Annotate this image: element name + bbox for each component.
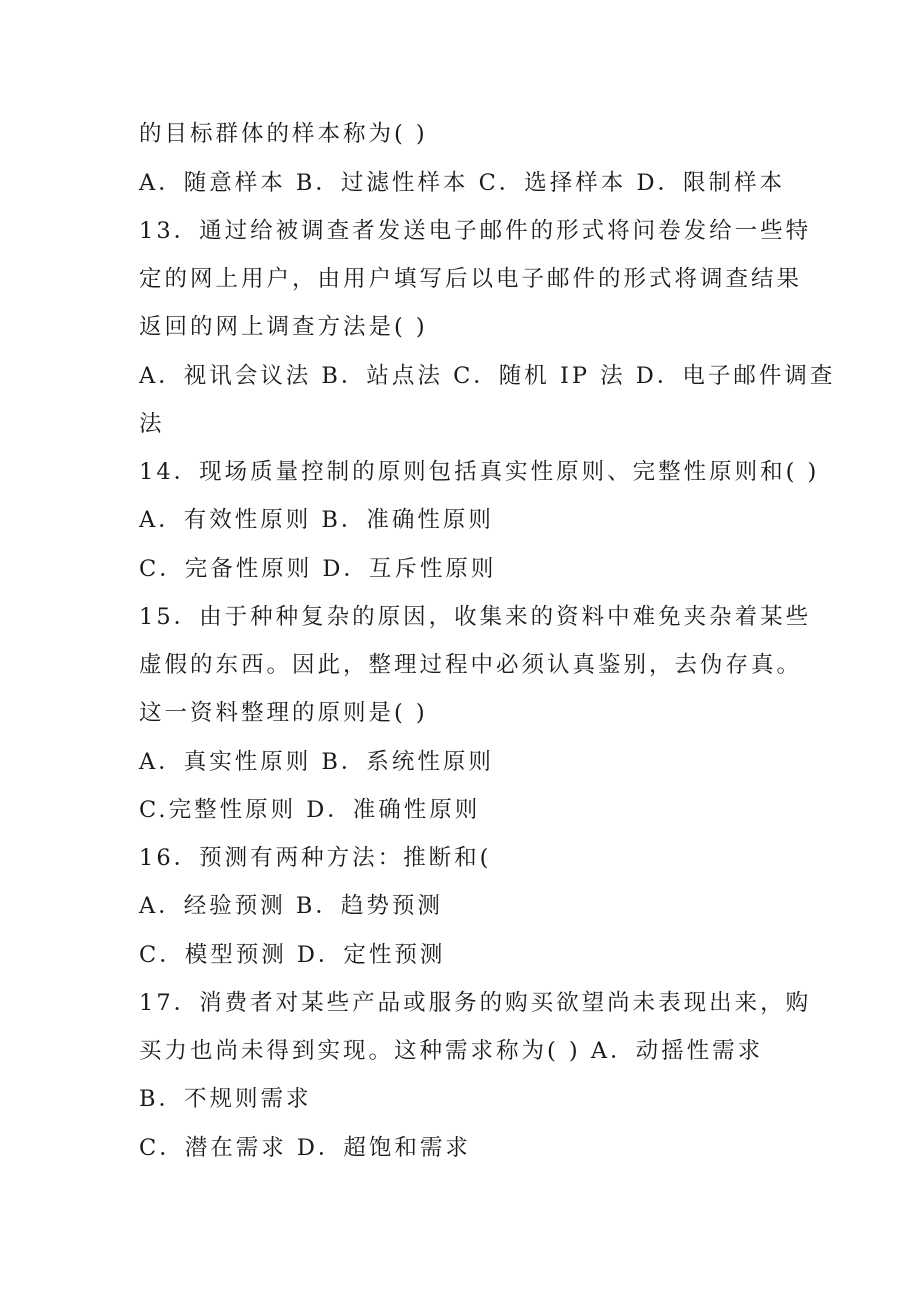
- text-line: 15．由于种种复杂的原因，收集来的资料中难免夹杂着某些: [139, 604, 812, 630]
- text-line: 定的网上用户，由用户填写后以电子邮件的形式将调查结果: [139, 266, 803, 292]
- text-line: B．不规则需求: [139, 1086, 312, 1112]
- text-line: A．经验预测 B．趋势预测: [139, 893, 443, 919]
- text-line: 法: [139, 411, 165, 437]
- text-line: A．随意样本 B．过滤性样本 C．选择样本 D．限制样本: [139, 170, 785, 196]
- text-line: A．视讯会议法 B．站点法 C．随机 IP 法 D．电子邮件调查: [139, 363, 836, 389]
- text-line: 13．通过给被调查者发送电子邮件的形式将问卷发给一些特: [139, 218, 812, 244]
- text-line: 返回的网上调查方法是( ): [139, 314, 428, 340]
- text-line: C.完整性原则 D．准确性原则: [139, 797, 481, 823]
- text-line: 14．现场质量控制的原则包括真实性原则、完整性原则和( ): [139, 459, 820, 485]
- text-line: 17．消费者对某些产品或服务的购买欲望尚未表现出来，购: [139, 990, 812, 1016]
- text-line: C．完备性原则 D．互斥性原则: [139, 556, 497, 582]
- text-line: A．有效性原则 B．准确性原则: [139, 507, 494, 533]
- text-line: 16．预测有两种方法：推断和(: [139, 845, 492, 871]
- text-line: 这一资料整理的原则是( ): [139, 700, 428, 726]
- text-line: C．潜在需求 D．超饱和需求: [139, 1135, 471, 1161]
- text-line: C．模型预测 D．定性预测: [139, 942, 446, 968]
- text-line: 买力也尚未得到实现。这种需求称为( ) A．动摇性需求: [139, 1038, 764, 1064]
- text-line: 的目标群体的样本称为( ): [139, 121, 428, 147]
- text-line: 虚假的东西。因此，整理过程中必须认真鉴别，去伪存真。: [139, 652, 803, 678]
- text-line: A．真实性原则 B．系统性原则: [139, 749, 494, 775]
